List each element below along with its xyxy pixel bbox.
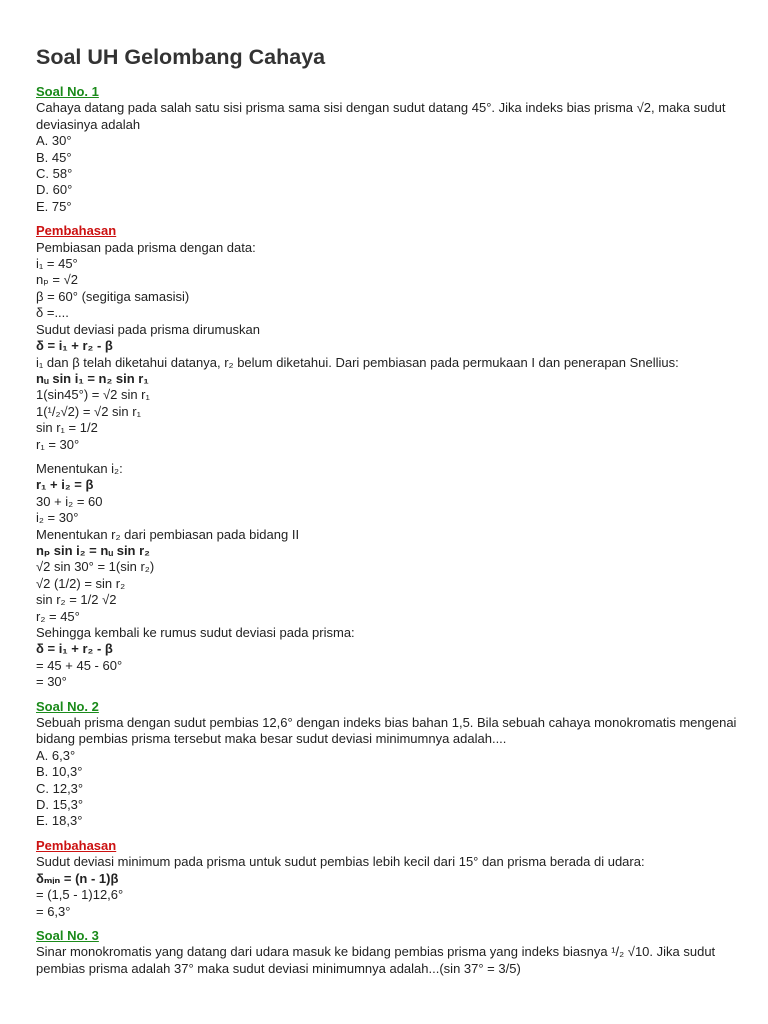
- text-line: √2 sin 30° = 1(sin r₂): [36, 559, 155, 575]
- formula-line: r₁ + i₂ = β: [36, 477, 94, 493]
- text-line: D. 15,3°: [36, 797, 84, 813]
- discussion-heading: Pembahasan: [36, 223, 117, 239]
- question-text: Sinar monokromatis yang datang dari udara masuk ke bidang pembias prisma yang indeks biasnya ¹/₂ √10. Jika sudut pembias prisma adalah 37° maka sudut deviasi minimumnya adalah...(sin 37° = 3/5): [36, 944, 716, 976]
- text-line: E. 18,3°: [36, 813, 83, 829]
- text-line: sin r₂ = 1/2 √2: [36, 592, 117, 608]
- formula-line: δₘᵢₙ = (n - 1)β: [36, 870, 119, 886]
- text-line: Sudut deviasi minimum pada prisma untuk sudut pembias lebih kecil dari 15° dan prisma berada di udara:: [36, 854, 645, 870]
- question-heading: Soal No. 1: [36, 84, 99, 99]
- text-line: Menentukan r₂ dari pembiasan pada bidang II: [36, 526, 300, 542]
- text-line: Menentukan i₂:: [36, 460, 123, 476]
- spacer: [36, 691, 768, 699]
- text-line: 1(¹/₂√2) = √2 sin r₁: [36, 403, 141, 419]
- text-line: sin r₁ = 1/2: [36, 420, 98, 436]
- text-line: Pembiasan pada prisma dengan data:: [36, 239, 256, 255]
- document-body: [36, 84, 768, 977]
- text-line: i₁ dan β telah diketahui datanya, r₂ belum diketahui. Dari pembiasan pada permukaan I dan penerapan Snellius:: [36, 354, 679, 370]
- text-line: r₂ = 45°: [36, 608, 80, 624]
- text-line: 30 + i₂ = 60: [36, 493, 103, 509]
- spacer: [36, 920, 768, 928]
- question-text: Cahaya datang pada salah satu sisi prisma sama sisi dengan sudut datang 45°. Jika indeks bias prisma √2, maka sudut deviasinya adalah: [36, 100, 726, 132]
- text-line: C. 12,3°: [36, 780, 84, 796]
- text-line: 1(sin45°) = √2 sin r₁: [36, 387, 150, 403]
- formula-line: δ = i₁ + r₂ - β: [36, 641, 113, 657]
- text-line: A. 30°: [36, 133, 72, 149]
- spacer: [36, 215, 768, 223]
- text-line: Sudut deviasi pada prisma dirumuskan: [36, 321, 261, 337]
- spacer: [36, 453, 768, 461]
- text-line: β = 60° (segitiga samasisi): [36, 288, 190, 304]
- text-line: i₁ = 45°: [36, 256, 78, 272]
- question-heading: Soal No. 3: [36, 927, 99, 943]
- text-line: = 30°: [36, 674, 67, 690]
- text-line: = 6,3°: [36, 903, 71, 919]
- text-line: B. 10,3°: [36, 764, 83, 780]
- text-line: E. 75°: [36, 198, 72, 214]
- text-line: δ =....: [36, 305, 69, 321]
- text-line: C. 58°: [36, 166, 73, 182]
- text-line: r₁ = 30°: [36, 436, 80, 452]
- formula-line: δ = i₁ + r₂ - β: [36, 338, 113, 354]
- formula-line: nₚ sin i₂ = nᵤ sin r₂: [36, 542, 150, 558]
- text-line: i₂ = 30°: [36, 510, 79, 526]
- text-line: nₚ = √2: [36, 272, 78, 288]
- text-line: Sehingga kembali ke rumus sudut deviasi pada prisma:: [36, 625, 355, 640]
- discussion-heading: Pembahasan: [36, 837, 117, 853]
- text-line: D. 60°: [36, 182, 73, 198]
- question-text: Sebuah prisma dengan sudut pembias 12,6° dengan indeks bias bahan 1,5. Bila sebuah cahaya monokromatis mengenai bidang pembias prisma tersebut maka besar sudut deviasi minimumnya adalah....: [36, 715, 737, 747]
- text-line: √2 (1/2) = sin r₂: [36, 575, 126, 591]
- question-heading: Soal No. 2: [36, 698, 99, 714]
- text-line: = (1,5 - 1)12,6°: [36, 887, 124, 903]
- text-line: = 45 + 45 - 60°: [36, 657, 123, 673]
- page-title: Soal UH Gelombang Cahaya: [36, 45, 326, 69]
- formula-line: nᵤ sin i₁ = n₂ sin r₁: [36, 370, 149, 386]
- spacer: [36, 830, 768, 838]
- text-line: B. 45°: [36, 149, 72, 165]
- text-line: A. 6,3°: [36, 747, 76, 763]
